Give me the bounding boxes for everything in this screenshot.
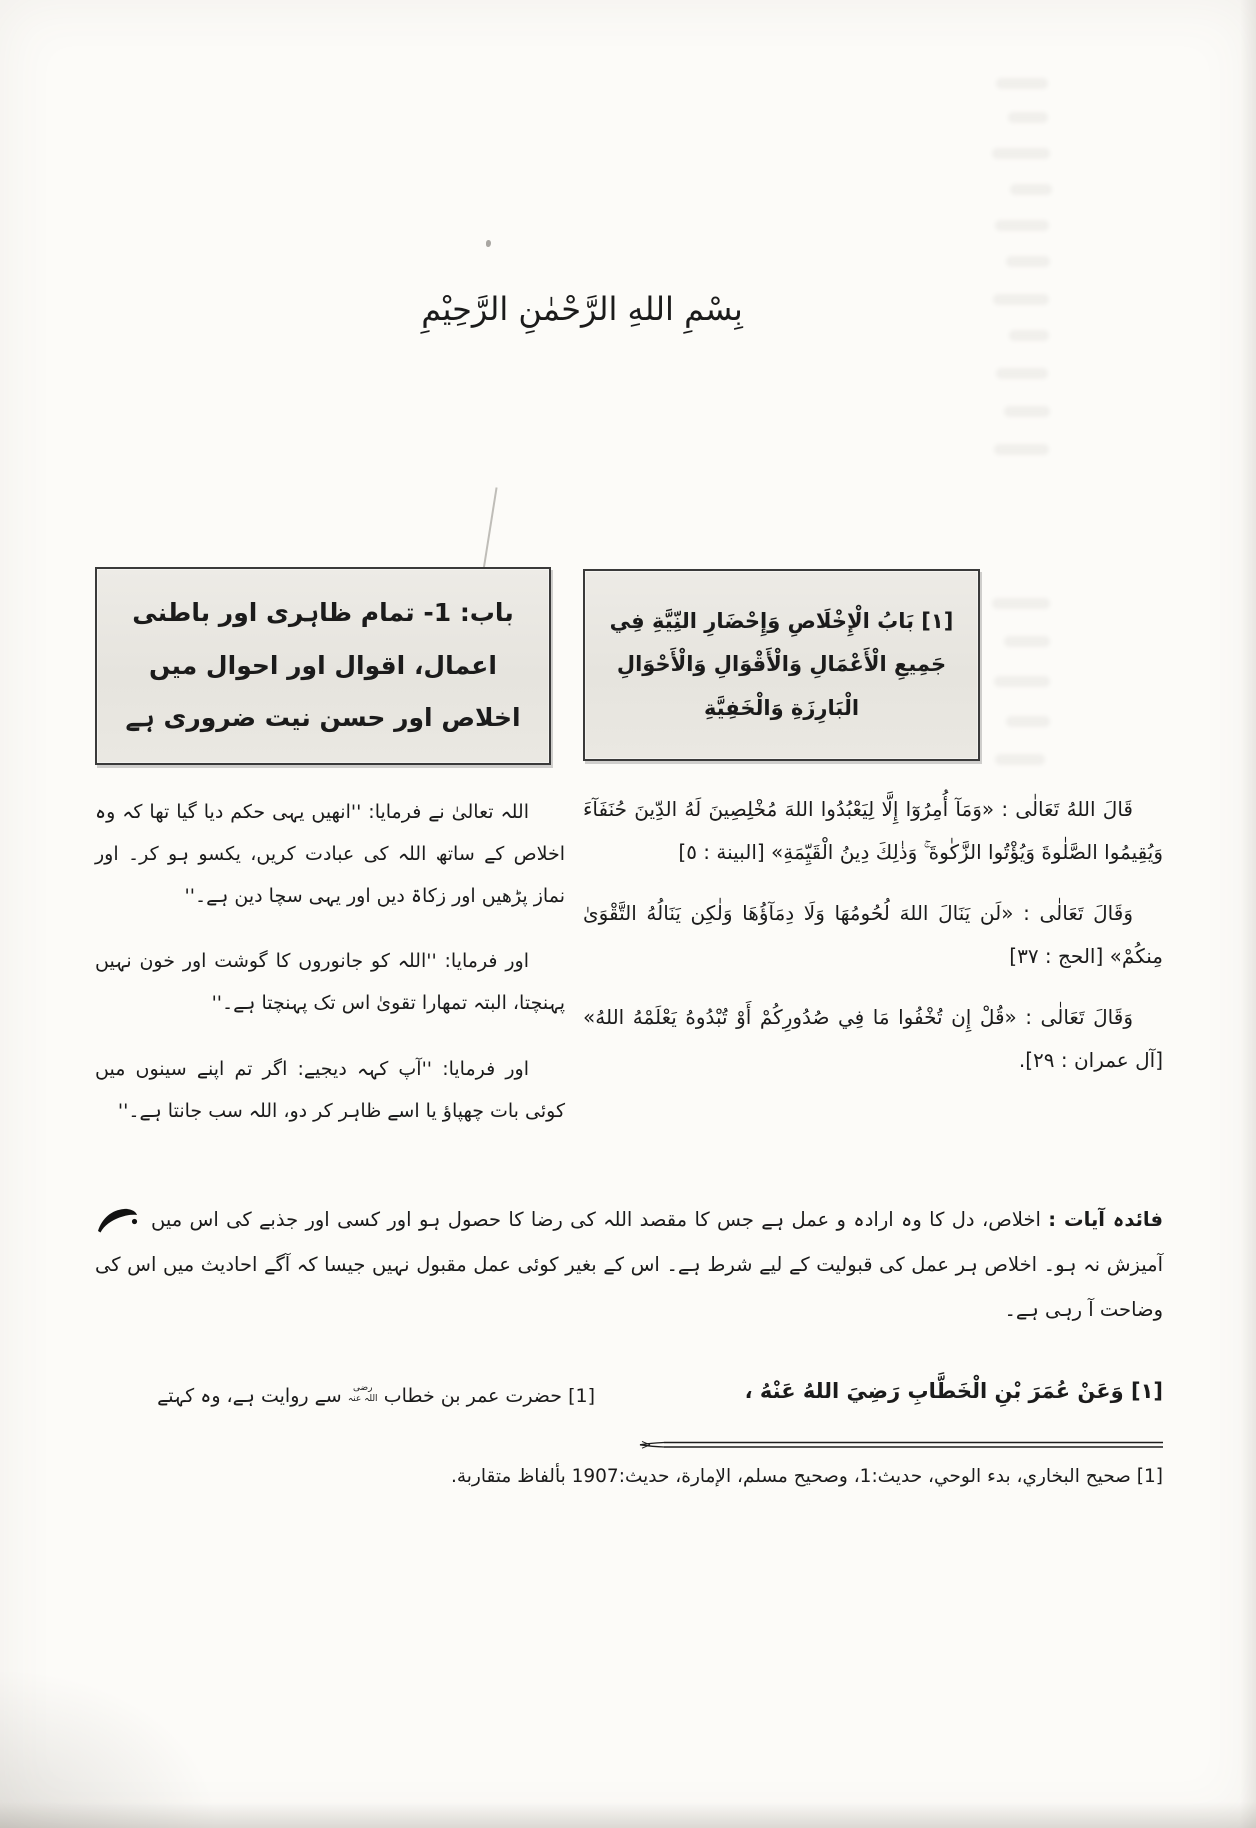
arabic-verse-2: وَقَالَ تَعَالٰى : «لَن يَنَالَ اللهَ لُحُومُهَا وَلَا دِمَآؤُهَا وَلٰكِن يَنَالُهُ التَّقْوَىٰ مِنكُمْ» [الحج : ٣٧]	[583, 901, 1163, 968]
scan-speck-artifact	[486, 240, 491, 247]
bismillah-calligraphy: بِسْمِ اللهِ الرَّحْمٰنِ الرَّحِيْمِ	[421, 290, 743, 328]
urdu-verse-2: اور فرمایا: ''اللہ کو جانوروں کا گوشت اور خون نہیں پہنچتا، البتہ تمھارا تقویٰ اس تک پہنچتا ہے۔''	[95, 950, 565, 1015]
showthrough-mark	[1004, 406, 1050, 417]
faida-text: اخلاص، دل کا وہ ارادہ و عمل ہے جس کا مقصد اللہ کی رضا کا حصول ہو اور کسی اور جذبے کی اس میں آمیزش نہ ہو۔ اخلاص ہر عمل کی قبولیت کے لیے شرط ہے۔ اس کے بغیر کوئی عمل مقبول نہیں جیسا کہ آگے احادیث میں اس کی وضاحت آ رہی ہے۔	[95, 1208, 1163, 1321]
showthrough-mark	[1004, 636, 1050, 647]
showthrough-mark	[994, 676, 1050, 687]
page-right-edge-shade	[1240, 0, 1256, 1828]
showthrough-mark	[1010, 184, 1052, 195]
showthrough-mark	[1006, 716, 1050, 727]
showthrough-mark	[996, 78, 1048, 89]
showthrough-mark	[994, 444, 1049, 455]
radi-allahu-anhu-honorific: رضی اللہ عنہ	[347, 1382, 378, 1404]
page-bottom-edge-shade	[0, 1802, 1256, 1828]
showthrough-mark	[995, 754, 1045, 765]
arabic-verse-3: وَقَالَ تَعَالٰى : «قُلْ إِن تُخْفُوا مَا فِي صُدُورِكُمْ أَوْ تُبْدُوهُ يَعْلَمْهُ اللهُ» [آل عمران : ٢٩].	[583, 1005, 1163, 1072]
urdu-translation-column	[95, 792, 565, 1157]
chapter-title-arabic-box	[583, 569, 980, 761]
chapter-title-urdu: باب: 1- تمام ظاہری اور باطنی اعمال، اقوال اور احوال میں اخلاص اور حسن نیت ضروری ہے	[125, 598, 521, 733]
showthrough-mark	[992, 148, 1050, 159]
showthrough-mark	[992, 598, 1050, 609]
scan-hairline-artifact	[482, 487, 497, 570]
hadith-urdu-suffix: سے روایت ہے، وہ کہتے	[157, 1385, 342, 1407]
showthrough-mark	[1008, 112, 1048, 123]
showthrough-mark	[995, 220, 1049, 231]
hadith-urdu-prefix: [1] حضرت عمر بن خطاب	[383, 1385, 595, 1407]
chapter-title-arabic: [١] بَابُ الْإِخْلَاصِ وَإِحْضَارِ النِّيَّةِ فِي جَمِيعِ الْأَعْمَالِ وَالْأَقْوَالِ وَالْأَحْوَالِ الْبَارِزَةِ وَالْخَفِيَّةِ	[609, 609, 954, 720]
showthrough-mark	[996, 368, 1048, 379]
faida-paragraph	[95, 1198, 1163, 1333]
footnote-text: [1] صحيح البخاري، بدء الوحي، حديث:1، وصحيح مسلم، الإمارة، حديث:1907 بألفاظ متقاربة.	[450, 1466, 1163, 1487]
faida-label: فائدہ آیات :	[1048, 1208, 1163, 1231]
urdu-verse-1: اللہ تعالیٰ نے فرمایا: ''انھیں یہی حکم دیا گیا تھا کہ وہ اخلاص کے ساتھ اللہ کی عبادت کریں، یکسو ہو کر۔ اور نماز پڑھیں اور زکاۃ دیں اور یہی سچا دین ہے۔''	[95, 801, 565, 907]
showthrough-mark	[1009, 330, 1049, 341]
footnote-divider	[638, 1437, 1163, 1451]
chapter-title-urdu-box	[95, 567, 551, 765]
showthrough-mark	[1006, 256, 1050, 267]
hadith-arabic-opening: [١] وَعَنْ عُمَرَ بْنِ الْخَطَّابِ رَضِيَ اللهُ عَنْهُ ،	[744, 1379, 1163, 1403]
arabic-verses-column	[583, 788, 1163, 1100]
arabic-verse-1: قَالَ اللهُ تَعَالٰى : «وَمَآ أُمِرُوٓا إِلَّا لِيَعْبُدُوا اللهَ مُخْلِصِينَ لَهُ الدِّينَ حُنَفَآءَ وَيُقِيمُوا الصَّلٰوةَ وَيُؤْتُوا الزَّكٰوةَ ۚ وَذٰلِكَ دِينُ الْقَيِّمَةِ» [البينة : ٥]	[583, 797, 1163, 864]
hadith-urdu-opening	[95, 1378, 595, 1414]
faida-ornament-icon	[95, 1204, 141, 1238]
urdu-verse-3: اور فرمایا: ''آپ کہہ دیجیے: اگر تم اپنے سینوں میں کوئی بات چھپاؤ یا اسے ظاہر کر دو، اللہ سب جانتا ہے۔''	[95, 1057, 565, 1122]
